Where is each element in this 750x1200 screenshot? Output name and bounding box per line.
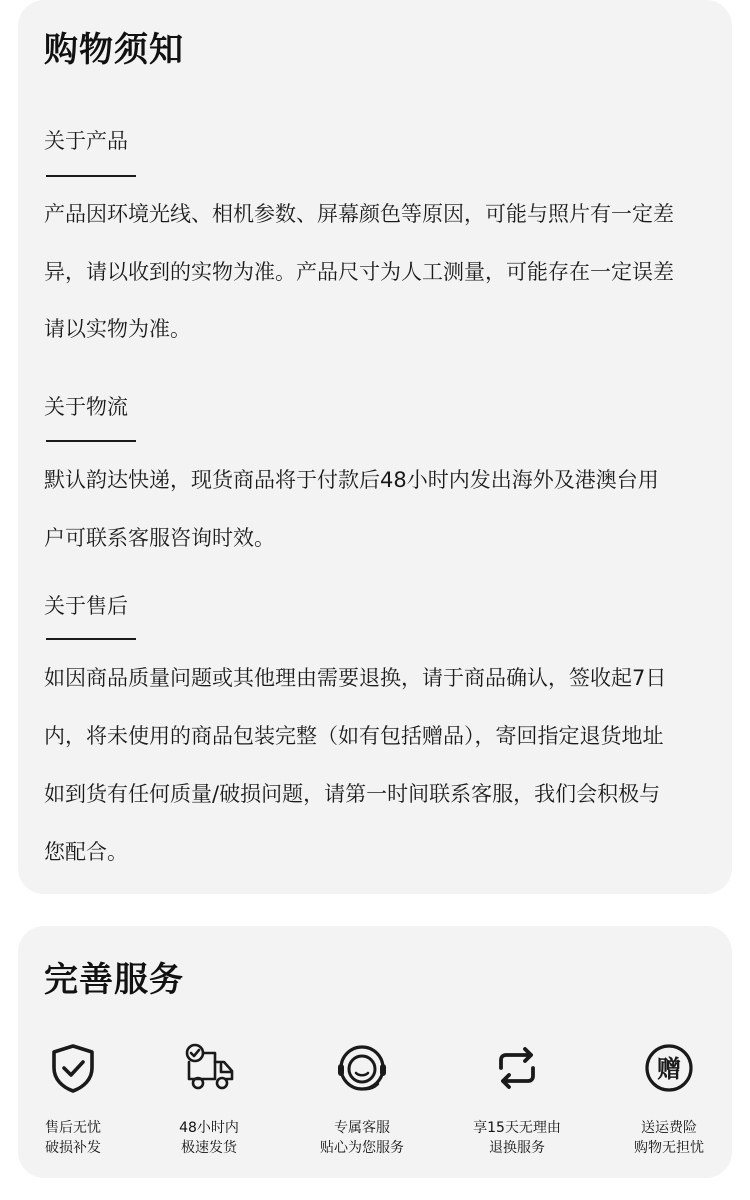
service-item-customer-service xyxy=(307,1040,417,1170)
services-title: 完善服务 xyxy=(44,960,184,1000)
paragraph-line: 请以实物为准。 xyxy=(44,317,191,341)
service-label-line1: 享15天无理由 xyxy=(473,1120,561,1136)
paragraph-line: 异，请以收到的实物为准。产品尺寸为人工测量，可能存在一定误差 xyxy=(44,260,674,284)
section-underline xyxy=(46,175,136,177)
shield-check-icon xyxy=(45,1040,101,1096)
exchange-arrows-icon xyxy=(489,1040,545,1096)
delivery-truck-icon xyxy=(181,1040,237,1096)
gift-badge-text: 赠 xyxy=(657,1055,681,1083)
service-label-line2: 极速发货 xyxy=(181,1140,237,1156)
service-item-return-exchange xyxy=(462,1040,572,1170)
paragraph-line: 如到货有任何质量/破损问题，请第一时间联系客服，我们会积极与 xyxy=(44,782,661,806)
paragraph-line: 内，将未使用的商品包装完整（如有包括赠品），寄回指定退货地址 xyxy=(44,724,664,748)
service-guarantee-card xyxy=(18,926,732,1178)
service-label-line2: 贴心为您服务 xyxy=(320,1140,404,1156)
customer-service-headset-icon xyxy=(334,1040,390,1096)
service-label-line2: 退换服务 xyxy=(489,1140,545,1156)
service-label-line1: 送运费险 xyxy=(641,1120,697,1136)
service-label-line1: 专属客服 xyxy=(334,1120,390,1136)
notice-title: 购物须知 xyxy=(44,30,184,70)
shopping-notice-card xyxy=(18,0,732,894)
service-item-after-sales xyxy=(18,1040,128,1170)
service-label-line1: 48小时内 xyxy=(179,1120,239,1136)
paragraph-line: 产品因环境光线、相机参数、屏幕颜色等原因，可能与照片有一定差 xyxy=(44,202,674,226)
section-heading-product: 关于产品 xyxy=(44,129,128,153)
service-label-line2: 破损补发 xyxy=(45,1140,101,1156)
section-underline xyxy=(46,638,136,640)
service-label-line2: 购物无担忧 xyxy=(634,1140,704,1156)
service-item-fast-delivery xyxy=(154,1040,264,1170)
paragraph-line: 如因商品质量问题或其他理由需要退换，请于商品确认，签收起7日 xyxy=(44,666,667,690)
section-underline xyxy=(46,440,136,442)
paragraph-line: 您配合。 xyxy=(44,840,128,864)
paragraph-line: 默认韵达快递，现货商品将于付款后48小时内发出海外及港澳台用 xyxy=(44,468,659,492)
gift-zeng-icon xyxy=(641,1040,697,1096)
service-label-line1: 售后无忧 xyxy=(45,1120,101,1136)
service-item-shipping-insurance xyxy=(614,1040,724,1170)
section-heading-logistics: 关于物流 xyxy=(44,395,128,419)
paragraph-line: 户可联系客服咨询时效。 xyxy=(44,526,275,550)
section-heading-after-sales: 关于售后 xyxy=(44,594,128,618)
